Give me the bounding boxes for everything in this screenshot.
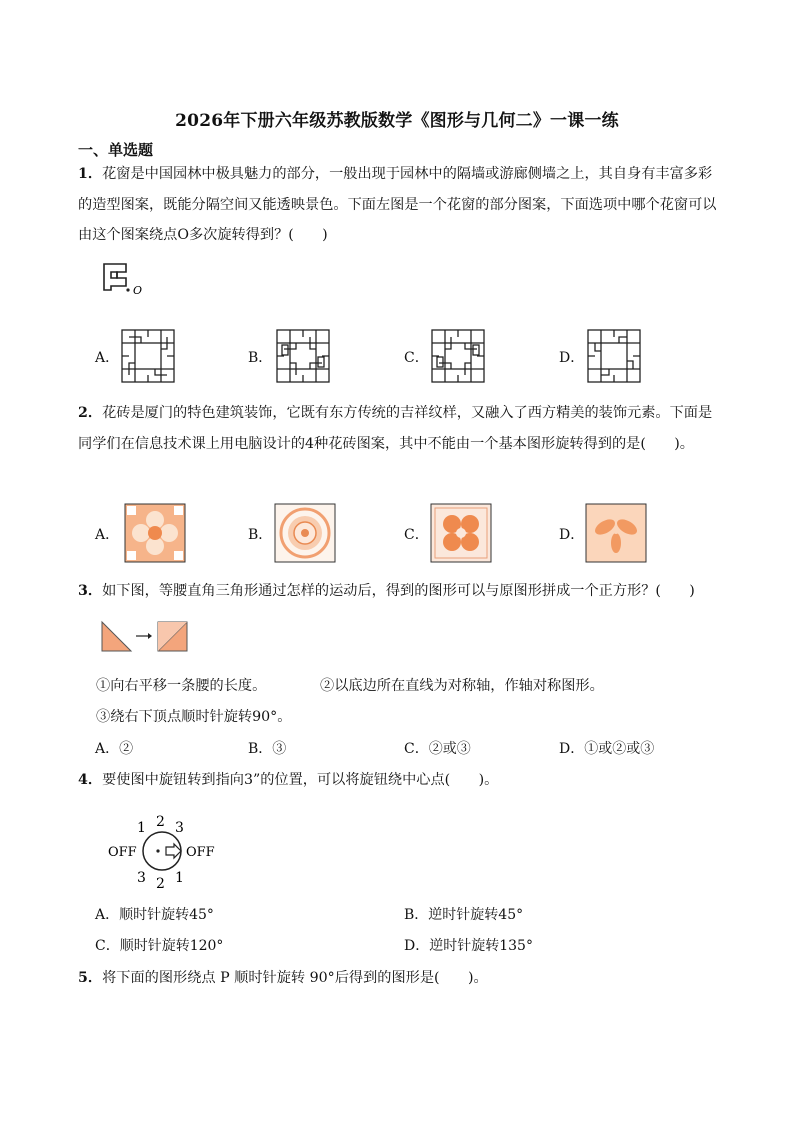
question-text: 如下图，等腰直角三角形通过怎样的运动后，得到的图形可以与原图形拼成一个正方形？( ) (102, 583, 695, 599)
q2-option-c-tile[interactable] (430, 503, 492, 563)
question-5 (78, 963, 722, 994)
q1-option-c-label[interactable]: C． (404, 350, 429, 366)
page-title: 2026年下册六年级苏教版数学《图形与几何二》一课一练 (175, 111, 619, 131)
q2-option-a-tile[interactable] (124, 503, 186, 563)
q4-option-d[interactable]: D．逆时针旋转135° (404, 938, 533, 954)
window-pattern-figure (100, 262, 150, 296)
question-4 (78, 765, 722, 796)
question-text: 将下面的图形绕点 P 顺时针旋转 90°后得到的图形是( )。 (102, 970, 488, 986)
q2-option-c-label[interactable]: C． (404, 527, 429, 543)
dial-top-2: 2 (156, 814, 165, 830)
section-heading: 一、单选题 (78, 141, 154, 159)
q1-option-a-window[interactable] (121, 329, 175, 383)
q1-option-b-window[interactable] (276, 329, 330, 383)
dial-top-1: 1 (137, 820, 146, 836)
question-number: 2． (78, 405, 103, 421)
q3-option-d[interactable]: D．①或②或③ (559, 741, 655, 757)
q4-option-c[interactable]: C．顺时针旋转120° (95, 938, 224, 954)
statement-2: ②以底边所在直线为对称轴，作轴对称图形。 (320, 678, 604, 694)
question-2 (78, 398, 722, 459)
q3-option-c[interactable]: C．②或③ (404, 741, 471, 757)
q2-option-a-label[interactable]: A． (95, 527, 120, 543)
statement-3: ③绕右下顶点顺时针旋转90°。 (96, 709, 292, 725)
question-text: 要使图中旋钮转到指向3”的位置，可以将旋钮绕中心点( )。 (102, 772, 499, 788)
triangle-transform-figure (100, 620, 192, 654)
point-o-label: O (133, 284, 143, 296)
dial-bottom-2: 2 (156, 876, 165, 892)
q3-option-b[interactable]: B．③ (248, 741, 287, 757)
question-3 (78, 576, 722, 607)
q4-option-b[interactable]: B．逆时针旋转45° (404, 907, 524, 923)
q1-option-d-window[interactable] (587, 329, 641, 383)
question-number: 4． (78, 772, 103, 788)
off-left-label: OFF (108, 845, 137, 860)
question-number: 5． (78, 970, 103, 986)
q2-option-b-tile[interactable] (274, 503, 336, 563)
knob-dial-figure (104, 812, 224, 892)
question-text: 花砖是厦门的特色建筑装饰，它既有东方传统的吉祥纹样，又融入了西方精美的装饰元素。下面是同学们在信息技术课上用电脑设计的4种花砖图案，其中不能由一个基本图形旋转得到的是( )。 (78, 405, 713, 452)
q1-option-c-window[interactable] (431, 329, 485, 383)
q1-option-a-label[interactable]: A． (95, 350, 120, 366)
dial-bottom-1: 1 (175, 870, 184, 886)
q3-option-a[interactable]: A．② (95, 741, 134, 757)
dial-bottom-3: 3 (137, 870, 146, 886)
q1-option-d-label[interactable]: D． (559, 350, 585, 366)
question-number: 1． (78, 166, 103, 182)
dial-top-3: 3 (175, 820, 184, 836)
q2-option-b-label[interactable]: B． (248, 527, 273, 543)
question-number: 3． (78, 583, 103, 599)
q4-option-a[interactable]: A．顺时针旋转45° (95, 907, 214, 923)
q2-option-d-label[interactable]: D． (559, 527, 585, 543)
question-1 (78, 159, 722, 251)
off-right-label: OFF (186, 845, 215, 860)
statement-1: ①向右平移一条腰的长度。 (96, 678, 267, 694)
q2-option-d-tile[interactable] (585, 503, 647, 563)
q1-option-b-label[interactable]: B． (248, 350, 273, 366)
question-text: 花窗是中国园林中极具魅力的部分，一般出现于园林中的隔墙或游廊侧墙之上，其自身有丰富多彩的造型图案，既能分隔空间又能透映景色。下面左图是一个花窗的部分图案，下面选项中哪个花窗可以由这个图案绕点O多次旋转得到？( ) (78, 166, 717, 243)
